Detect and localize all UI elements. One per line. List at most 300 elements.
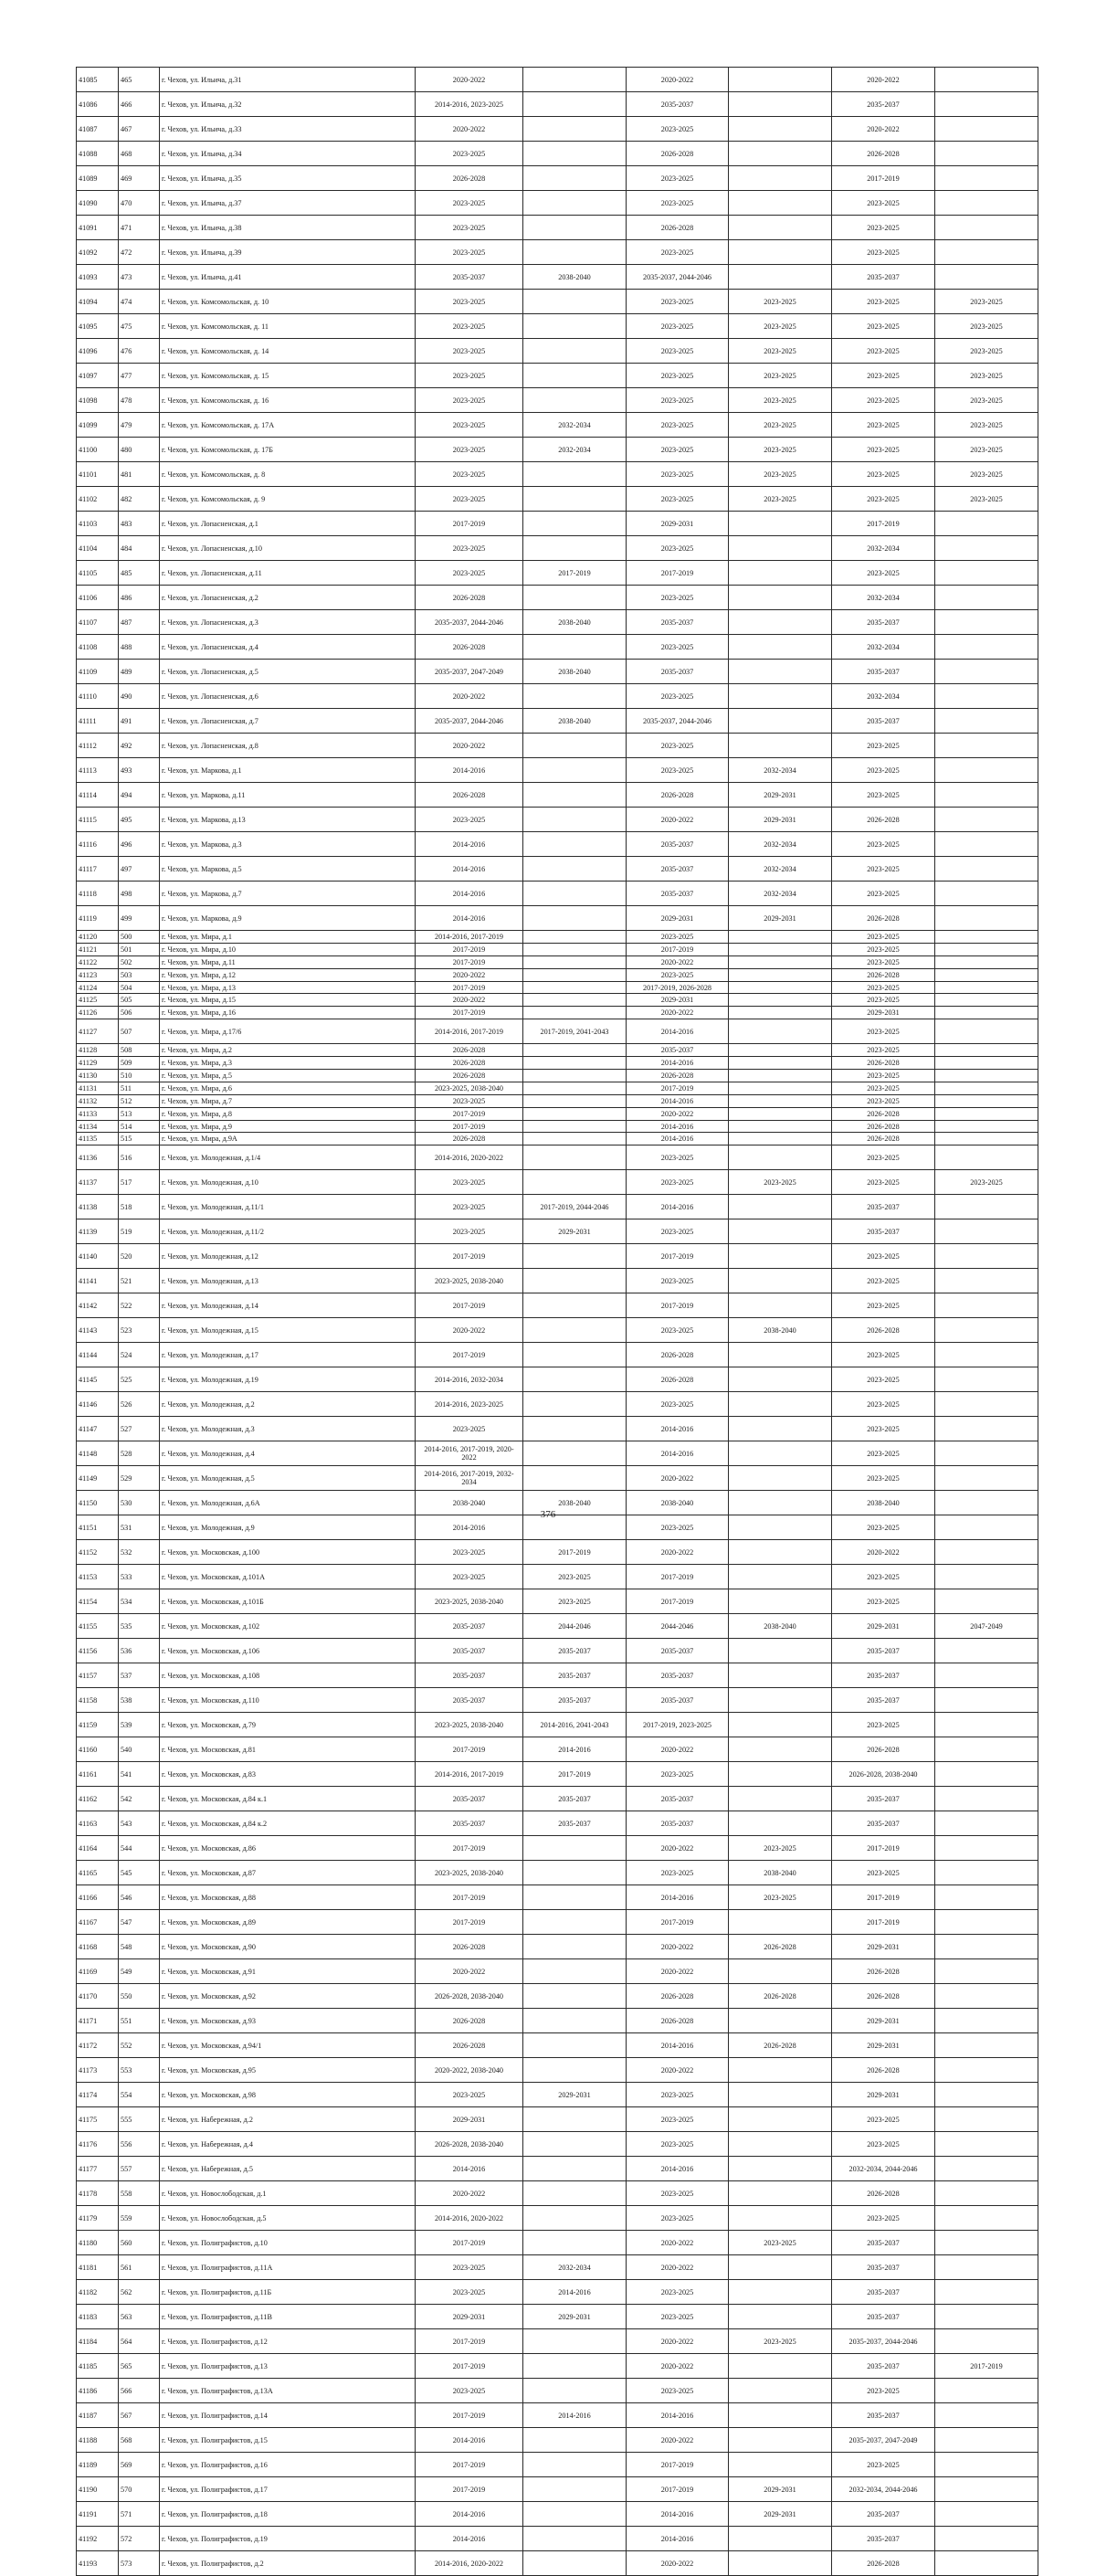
- period-cell-2: [523, 2453, 627, 2477]
- row-number-cell: 537: [119, 1663, 160, 1688]
- row-number-cell: 479: [119, 413, 160, 438]
- address-cell: г. Чехов, ул. Маркова, д.13: [160, 808, 416, 832]
- row-number-cell: 553: [119, 2058, 160, 2083]
- period-cell-4: 2023-2025: [729, 462, 832, 487]
- table-row: [77, 1392, 1038, 1417]
- period-cell-5: 2029-2031: [832, 2083, 935, 2107]
- row-id-cell: 41164: [77, 1836, 119, 1861]
- row-id-cell: 41159: [77, 1713, 119, 1737]
- period-cell-1: 2014-2016: [416, 906, 523, 931]
- period-cell-1: 2017-2019: [416, 1120, 523, 1133]
- period-cell-4: [729, 1007, 832, 1019]
- period-cell-2: 2035-2037: [523, 1639, 627, 1663]
- period-cell-4: [729, 968, 832, 981]
- row-id-cell: 41119: [77, 906, 119, 931]
- address-cell: г. Чехов, ул. Мира, д.2: [160, 1044, 416, 1057]
- table-row: [77, 660, 1038, 684]
- address-cell: г. Чехов, ул. Мира, д.17/6: [160, 1019, 416, 1044]
- period-cell-3: 2014-2016: [627, 2527, 729, 2551]
- period-cell-2: 2032-2034: [523, 438, 627, 462]
- row-id-cell: 41122: [77, 955, 119, 968]
- address-cell: г. Чехов, ул. Мира, д.15: [160, 994, 416, 1007]
- period-cell-1: 2017-2019: [416, 943, 523, 955]
- period-cell-4: 2023-2025: [729, 1836, 832, 1861]
- period-cell-1: 2017-2019: [416, 2403, 523, 2428]
- period-cell-2: [523, 882, 627, 906]
- period-cell-5: 2026-2028, 2038-2040: [832, 1762, 935, 1787]
- period-cell-2: [523, 290, 627, 314]
- row-number-cell: 489: [119, 660, 160, 684]
- table-row: [77, 1057, 1038, 1070]
- period-cell-2: 2035-2037: [523, 1663, 627, 1688]
- row-number-cell: 565: [119, 2354, 160, 2379]
- period-cell-2: [523, 2009, 627, 2033]
- row-id-cell: 41132: [77, 1094, 119, 1107]
- period-cell-5: 2023-2025: [832, 191, 935, 216]
- row-id-cell: 41085: [77, 68, 119, 92]
- address-cell: г. Чехов, ул. Молодежная, д.4: [160, 1441, 416, 1466]
- period-cell-6: [935, 1070, 1038, 1082]
- period-cell-6: [935, 1367, 1038, 1392]
- period-cell-5: 2020-2022: [832, 117, 935, 142]
- row-id-cell: 41181: [77, 2255, 119, 2280]
- row-number-cell: 473: [119, 265, 160, 290]
- period-cell-5: 2035-2037: [832, 1663, 935, 1688]
- period-cell-6: [935, 1318, 1038, 1343]
- table-row: [77, 882, 1038, 906]
- period-cell-6: [935, 1244, 1038, 1269]
- period-cell-3: 2023-2025: [627, 1145, 729, 1170]
- row-id-cell: 41113: [77, 758, 119, 783]
- period-cell-3: 2020-2022: [627, 2058, 729, 2083]
- period-cell-3: 2035-2037: [627, 92, 729, 117]
- period-cell-5: 2035-2037: [832, 1219, 935, 1244]
- period-cell-2: [523, 832, 627, 857]
- period-cell-6: [935, 1441, 1038, 1466]
- address-cell: г. Чехов, ул. Лопасненская, д.11: [160, 561, 416, 586]
- table-body: [77, 68, 1038, 2576]
- row-number-cell: 542: [119, 1787, 160, 1811]
- period-cell-4: 2029-2031: [729, 783, 832, 808]
- period-cell-2: 2038-2040: [523, 610, 627, 635]
- address-cell: г. Чехов, ул. Лопасненская, д.6: [160, 684, 416, 709]
- row-id-cell: 41131: [77, 1082, 119, 1094]
- period-cell-5: 2023-2025: [832, 413, 935, 438]
- period-cell-5: 2026-2028: [832, 2181, 935, 2206]
- row-id-cell: 41189: [77, 2453, 119, 2477]
- table-row: [77, 758, 1038, 783]
- period-cell-3: 2035-2037: [627, 1639, 729, 1663]
- period-cell-2: [523, 931, 627, 944]
- row-number-cell: 490: [119, 684, 160, 709]
- period-cell-5: 2029-2031: [832, 1935, 935, 1959]
- period-cell-4: [729, 191, 832, 216]
- address-cell: г. Чехов, ул. Мира, д.9А: [160, 1133, 416, 1145]
- row-number-cell: 502: [119, 955, 160, 968]
- address-cell: г. Чехов, ул. Комсомольская, д. 15: [160, 364, 416, 388]
- period-cell-1: 2026-2028: [416, 1057, 523, 1070]
- row-number-cell: 549: [119, 1959, 160, 1984]
- period-cell-2: [523, 2379, 627, 2403]
- table-row: [77, 438, 1038, 462]
- period-cell-2: [523, 2477, 627, 2502]
- period-cell-5: 2023-2025: [832, 364, 935, 388]
- period-cell-2: 2014-2016: [523, 2280, 627, 2305]
- period-cell-2: [523, 1910, 627, 1935]
- row-id-cell: 41103: [77, 512, 119, 536]
- period-cell-2: [523, 1367, 627, 1392]
- period-cell-3: 2026-2028: [627, 783, 729, 808]
- period-cell-1: 2014-2016, 2017-2019: [416, 1019, 523, 1044]
- period-cell-3: 2014-2016: [627, 1019, 729, 1044]
- period-cell-1: 2023-2025: [416, 1417, 523, 1441]
- period-cell-6: [935, 2157, 1038, 2181]
- row-id-cell: 41124: [77, 981, 119, 994]
- period-cell-6: [935, 832, 1038, 857]
- period-cell-3: 2023-2025: [627, 931, 729, 944]
- period-cell-3: 2023-2025: [627, 339, 729, 364]
- table-row: [77, 2132, 1038, 2157]
- period-cell-2: [523, 2551, 627, 2576]
- period-cell-2: 2029-2031: [523, 1219, 627, 1244]
- period-cell-4: [729, 1082, 832, 1094]
- row-id-cell: 41110: [77, 684, 119, 709]
- row-id-cell: 41174: [77, 2083, 119, 2107]
- period-cell-6: [935, 92, 1038, 117]
- period-cell-1: 2014-2016, 2023-2025: [416, 92, 523, 117]
- address-cell: г. Чехов, ул. Молодежная, д.11/1: [160, 1195, 416, 1219]
- address-cell: г. Чехов, ул. Молодежная, д.2: [160, 1392, 416, 1417]
- period-cell-2: [523, 943, 627, 955]
- period-cell-5: 2032-2034: [832, 536, 935, 561]
- period-cell-4: [729, 635, 832, 660]
- period-cell-4: [729, 734, 832, 758]
- period-cell-3: 2035-2037: [627, 1663, 729, 1688]
- row-number-cell: 466: [119, 92, 160, 117]
- row-number-cell: 508: [119, 1044, 160, 1057]
- address-cell: г. Чехов, ул. Ильича, д.31: [160, 68, 416, 92]
- table-row: [77, 216, 1038, 240]
- period-cell-3: 2026-2028: [627, 1367, 729, 1392]
- period-cell-4: [729, 1787, 832, 1811]
- address-cell: г. Чехов, ул. Мира, д.9: [160, 1120, 416, 1133]
- period-cell-1: 2014-2016: [416, 2502, 523, 2527]
- period-cell-6: [935, 1094, 1038, 1107]
- table-row: [77, 2403, 1038, 2428]
- row-number-cell: 528: [119, 1441, 160, 1466]
- period-cell-5: 2035-2037: [832, 1787, 935, 1811]
- period-cell-5: 2026-2028: [832, 1737, 935, 1762]
- period-cell-3: 2023-2025: [627, 968, 729, 981]
- period-cell-3: 2044-2046: [627, 1614, 729, 1639]
- period-cell-4: 2023-2025: [729, 1885, 832, 1910]
- row-number-cell: 514: [119, 1120, 160, 1133]
- table-row: [77, 1885, 1038, 1910]
- period-cell-4: [729, 2255, 832, 2280]
- period-cell-3: 2017-2019: [627, 1589, 729, 1614]
- period-cell-2: [523, 2132, 627, 2157]
- period-cell-6: [935, 709, 1038, 734]
- period-cell-4: 2038-2040: [729, 1614, 832, 1639]
- period-cell-1: 2014-2016: [416, 2527, 523, 2551]
- period-cell-6: [935, 2083, 1038, 2107]
- table-row: [77, 2231, 1038, 2255]
- address-cell: г. Чехов, ул. Полиграфистов, д.16: [160, 2453, 416, 2477]
- address-cell: г. Чехов, ул. Московская, д.84 к.1: [160, 1787, 416, 1811]
- row-number-cell: 536: [119, 1639, 160, 1663]
- period-cell-1: 2023-2025: [416, 339, 523, 364]
- row-number-cell: 534: [119, 1589, 160, 1614]
- period-cell-4: [729, 1663, 832, 1688]
- period-cell-2: 2014-2016: [523, 1737, 627, 1762]
- period-cell-5: 2023-2025: [832, 832, 935, 857]
- period-cell-5: 2023-2025: [832, 981, 935, 994]
- address-cell: г. Чехов, ул. Ильича, д.37: [160, 191, 416, 216]
- period-cell-4: [729, 586, 832, 610]
- row-number-cell: 500: [119, 931, 160, 944]
- row-id-cell: 41100: [77, 438, 119, 462]
- row-number-cell: 563: [119, 2305, 160, 2329]
- address-cell: г. Чехов, ул. Московская, д.102: [160, 1614, 416, 1639]
- period-cell-3: 2029-2031: [627, 906, 729, 931]
- period-cell-4: [729, 1737, 832, 1762]
- period-cell-3: 2023-2025: [627, 1515, 729, 1540]
- row-id-cell: 41143: [77, 1318, 119, 1343]
- address-cell: г. Чехов, ул. Мира, д.11: [160, 955, 416, 968]
- row-id-cell: 41149: [77, 1466, 119, 1491]
- period-cell-5: 2023-2025: [832, 943, 935, 955]
- period-cell-1: 2035-2037: [416, 1663, 523, 1688]
- period-cell-5: 2035-2037: [832, 92, 935, 117]
- period-cell-4: 2029-2031: [729, 808, 832, 832]
- period-cell-5: 2020-2022: [832, 1540, 935, 1565]
- period-cell-6: [935, 2255, 1038, 2280]
- table-row: [77, 314, 1038, 339]
- period-cell-1: 2026-2028: [416, 166, 523, 191]
- table-row: [77, 955, 1038, 968]
- address-cell: г. Чехов, ул. Полиграфистов, д.10: [160, 2231, 416, 2255]
- period-cell-5: 2023-2025: [832, 1861, 935, 1885]
- period-cell-5: 2023-2025: [832, 388, 935, 413]
- period-cell-4: [729, 1688, 832, 1713]
- period-cell-5: 2023-2025: [832, 1367, 935, 1392]
- period-cell-6: [935, 1057, 1038, 1070]
- period-cell-1: 2017-2019: [416, 1737, 523, 1762]
- period-cell-5: 2026-2028: [832, 906, 935, 931]
- period-cell-6: 2017-2019: [935, 2354, 1038, 2379]
- table-row: [77, 339, 1038, 364]
- row-number-cell: 498: [119, 882, 160, 906]
- period-cell-1: 2020-2022: [416, 684, 523, 709]
- row-id-cell: 41176: [77, 2132, 119, 2157]
- row-number-cell: 480: [119, 438, 160, 462]
- period-cell-4: [729, 660, 832, 684]
- period-cell-1: 2035-2037: [416, 265, 523, 290]
- period-cell-6: [935, 1984, 1038, 2009]
- address-cell: г. Чехов, ул. Ильича, д.39: [160, 240, 416, 265]
- row-number-cell: 478: [119, 388, 160, 413]
- table-row: [77, 2033, 1038, 2058]
- period-cell-4: [729, 709, 832, 734]
- period-cell-1: 2026-2028: [416, 1133, 523, 1145]
- period-cell-5: 2026-2028: [832, 1959, 935, 1984]
- period-cell-5: 2023-2025: [832, 1466, 935, 1491]
- table-row: [77, 1836, 1038, 1861]
- period-cell-6: [935, 216, 1038, 240]
- row-id-cell: 41157: [77, 1663, 119, 1688]
- table-row: [77, 1984, 1038, 2009]
- row-id-cell: 41133: [77, 1107, 119, 1120]
- period-cell-1: 2023-2025: [416, 561, 523, 586]
- row-id-cell: 41125: [77, 994, 119, 1007]
- address-cell: г. Чехов, ул. Мира, д.8: [160, 1107, 416, 1120]
- period-cell-3: 2020-2022: [627, 1959, 729, 1984]
- period-cell-1: 2014-2016: [416, 832, 523, 857]
- address-cell: г. Чехов, ул. Молодежная, д.9: [160, 1515, 416, 1540]
- period-cell-1: 2023-2025: [416, 364, 523, 388]
- period-cell-6: [935, 2329, 1038, 2354]
- row-number-cell: 529: [119, 1466, 160, 1491]
- period-cell-4: [729, 117, 832, 142]
- table-row: [77, 2453, 1038, 2477]
- period-cell-1: 2035-2037, 2047-2049: [416, 660, 523, 684]
- address-cell: г. Чехов, ул. Полиграфистов, д.17: [160, 2477, 416, 2502]
- period-cell-1: 2023-2025: [416, 808, 523, 832]
- period-cell-2: 2023-2025: [523, 1565, 627, 1589]
- period-cell-2: [523, 1343, 627, 1367]
- row-id-cell: 41186: [77, 2379, 119, 2403]
- table-row: [77, 1120, 1038, 1133]
- period-cell-6: [935, 1145, 1038, 1170]
- address-cell: г. Чехов, ул. Маркова, д.1: [160, 758, 416, 783]
- period-cell-4: [729, 981, 832, 994]
- period-cell-4: [729, 1639, 832, 1663]
- period-cell-6: [935, 1737, 1038, 1762]
- address-cell: г. Чехов, ул. Лопасненская, д.10: [160, 536, 416, 561]
- period-cell-4: [729, 536, 832, 561]
- period-cell-4: [729, 2403, 832, 2428]
- table-row: [77, 191, 1038, 216]
- row-id-cell: 41098: [77, 388, 119, 413]
- table-row: [77, 1343, 1038, 1367]
- period-cell-5: 2023-2025: [832, 931, 935, 944]
- period-cell-6: [935, 68, 1038, 92]
- period-cell-4: 2023-2025: [729, 314, 832, 339]
- period-cell-2: [523, 2354, 627, 2379]
- period-cell-2: [523, 117, 627, 142]
- period-cell-5: 2023-2025: [832, 857, 935, 882]
- address-cell: г. Чехов, ул. Полиграфистов, д.18: [160, 2502, 416, 2527]
- period-cell-4: [729, 2058, 832, 2083]
- period-cell-1: 2035-2037: [416, 1811, 523, 1836]
- period-cell-1: 2020-2022: [416, 2181, 523, 2206]
- row-number-cell: 491: [119, 709, 160, 734]
- period-cell-6: [935, 968, 1038, 981]
- period-cell-1: 2023-2025, 2038-2040: [416, 1269, 523, 1293]
- row-number-cell: 504: [119, 981, 160, 994]
- period-cell-4: [729, 1392, 832, 1417]
- period-cell-3: 2026-2028: [627, 216, 729, 240]
- row-id-cell: 41109: [77, 660, 119, 684]
- row-id-cell: 41166: [77, 1885, 119, 1910]
- row-id-cell: 41158: [77, 1688, 119, 1713]
- period-cell-2: 2017-2019, 2044-2046: [523, 1195, 627, 1219]
- period-cell-4: [729, 561, 832, 586]
- row-id-cell: 41144: [77, 1343, 119, 1367]
- row-number-cell: 515: [119, 1133, 160, 1145]
- address-cell: г. Чехов, ул. Полиграфистов, д.12: [160, 2329, 416, 2354]
- row-number-cell: 517: [119, 1170, 160, 1195]
- period-cell-3: 2017-2019: [627, 2453, 729, 2477]
- period-cell-3: 2023-2025: [627, 438, 729, 462]
- period-cell-6: [935, 536, 1038, 561]
- address-cell: г. Чехов, ул. Молодежная, д.12: [160, 1244, 416, 1269]
- period-cell-3: 2035-2037: [627, 857, 729, 882]
- row-number-cell: 521: [119, 1269, 160, 1293]
- row-id-cell: 41091: [77, 216, 119, 240]
- period-cell-3: 2020-2022: [627, 2428, 729, 2453]
- period-cell-3: 2014-2016: [627, 2403, 729, 2428]
- period-cell-3: 2023-2025: [627, 1392, 729, 1417]
- row-id-cell: 41127: [77, 1019, 119, 1044]
- period-cell-4: 2023-2025: [729, 1170, 832, 1195]
- period-cell-5: 2023-2025: [832, 1515, 935, 1540]
- row-number-cell: 526: [119, 1392, 160, 1417]
- period-cell-1: 2014-2016: [416, 2157, 523, 2181]
- period-cell-5: 2026-2028: [832, 1318, 935, 1343]
- period-cell-2: [523, 635, 627, 660]
- row-id-cell: 41136: [77, 1145, 119, 1170]
- period-cell-4: 2029-2031: [729, 2477, 832, 2502]
- period-cell-6: [935, 684, 1038, 709]
- period-cell-1: 2020-2022: [416, 994, 523, 1007]
- row-number-cell: 501: [119, 943, 160, 955]
- address-cell: г. Чехов, ул. Молодежная, д.17: [160, 1343, 416, 1367]
- period-cell-4: [729, 2083, 832, 2107]
- period-cell-4: 2038-2040: [729, 1318, 832, 1343]
- period-cell-3: 2014-2016: [627, 1417, 729, 1441]
- period-cell-6: 2023-2025: [935, 462, 1038, 487]
- address-cell: г. Чехов, ул. Мира, д.1: [160, 931, 416, 944]
- row-id-cell: 41096: [77, 339, 119, 364]
- table-row: [77, 808, 1038, 832]
- table-row: [77, 2329, 1038, 2354]
- period-cell-6: [935, 1219, 1038, 1244]
- period-cell-1: 2023-2025: [416, 2280, 523, 2305]
- row-number-cell: 467: [119, 117, 160, 142]
- period-cell-2: [523, 1133, 627, 1145]
- period-cell-3: 2035-2037: [627, 832, 729, 857]
- period-cell-6: [935, 265, 1038, 290]
- period-cell-2: [523, 955, 627, 968]
- period-cell-2: [523, 1107, 627, 1120]
- table-row: [77, 1293, 1038, 1318]
- row-number-cell: 481: [119, 462, 160, 487]
- period-cell-4: [729, 68, 832, 92]
- period-cell-6: [935, 117, 1038, 142]
- period-cell-6: [935, 1343, 1038, 1367]
- period-cell-1: 2023-2025: [416, 1195, 523, 1219]
- table-row: [77, 1910, 1038, 1935]
- period-cell-5: 2023-2025: [832, 487, 935, 512]
- period-cell-3: 2017-2019: [627, 1910, 729, 1935]
- address-cell: г. Чехов, ул. Комсомольская, д. 16: [160, 388, 416, 413]
- period-cell-3: 2023-2025: [627, 388, 729, 413]
- address-cell: г. Чехов, ул. Комсомольская, д. 8: [160, 462, 416, 487]
- row-id-cell: 41116: [77, 832, 119, 857]
- period-cell-1: 2014-2016, 2032-2034: [416, 1367, 523, 1392]
- period-cell-3: 2038-2040: [627, 1491, 729, 1515]
